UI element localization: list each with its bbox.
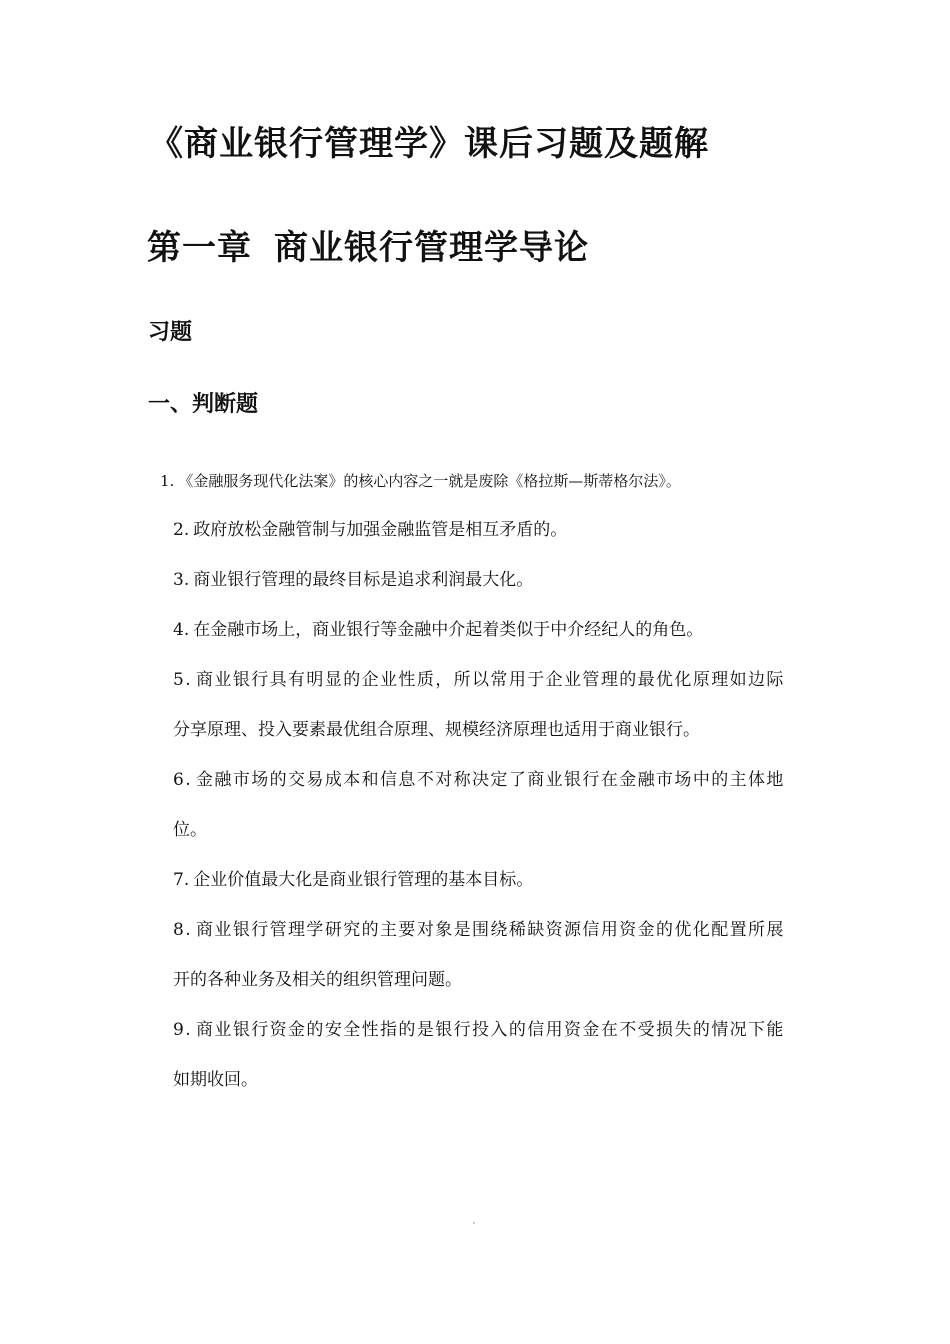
question-number: 6. (173, 770, 193, 790)
question-text: 金融市场的交易成本和信息不对称决定了商业银行在金融市场中的主体地 (196, 770, 785, 790)
question-text: 商业银行资金的安全性指的是银行投入的信用资金在不受损失的情况下能 (196, 1020, 785, 1040)
question-text: 企业价值最大化是商业银行管理的基本目标。 (193, 870, 534, 890)
question-4 (173, 618, 703, 642)
question-5-continuation: 分享原理、投入要素最优组合原理、规模经济原理也适用于商业银行。 (173, 720, 700, 740)
chapter-heading (147, 226, 589, 270)
document-title: 《商业银行管理学》课后习题及题解 (149, 124, 709, 164)
question-6 (173, 768, 785, 792)
question-number: 4. (173, 620, 190, 640)
question-number: 3. (173, 570, 190, 590)
question-text: 政府放松金融管制与加强金融监管是相互矛盾的。 (193, 520, 568, 540)
question-text: 商业银行管理学研究的主要对象是围绕稀缺资源信用资金的优化配置所展 (196, 920, 785, 940)
question-text: 《金融服务现代化法案》的核心内容之一就是废除《格拉斯—斯蒂格尔法》。 (178, 472, 681, 490)
question-text: 商业银行具有明显的企业性质，所以常用于企业管理的最优化原理如边际 (196, 670, 785, 690)
question-6-continuation: 位。 (173, 820, 207, 840)
question-number: 8. (173, 920, 193, 940)
question-2 (173, 518, 567, 542)
question-number: 5. (173, 670, 193, 690)
chapter-title: 商业银行管理学导论 (274, 228, 589, 268)
question-9-continuation: 如期收回。 (173, 1070, 258, 1090)
section-label: 习题 (148, 320, 193, 345)
question-number: 2. (173, 520, 190, 540)
question-1 (160, 469, 681, 493)
question-3 (173, 568, 533, 592)
question-number: 9. (173, 1020, 193, 1040)
question-text: 在金融市场上，商业银行等金融中介起着类似于中介经纪人的角色。 (193, 620, 704, 640)
question-7 (173, 868, 533, 892)
question-5 (173, 668, 785, 692)
question-number: 1. (160, 472, 175, 490)
question-9 (173, 1018, 785, 1042)
question-number: 7. (173, 870, 190, 890)
page-footer-mark (473, 1222, 475, 1224)
question-8-continuation: 开的各种业务及相关的组织管理问题。 (173, 970, 462, 990)
subsection-title: 一、判断题 (148, 392, 259, 417)
chapter-number: 第一章 (147, 228, 252, 268)
question-text: 商业银行管理的最终目标是追求利润最大化。 (193, 570, 534, 590)
question-8 (173, 918, 785, 942)
